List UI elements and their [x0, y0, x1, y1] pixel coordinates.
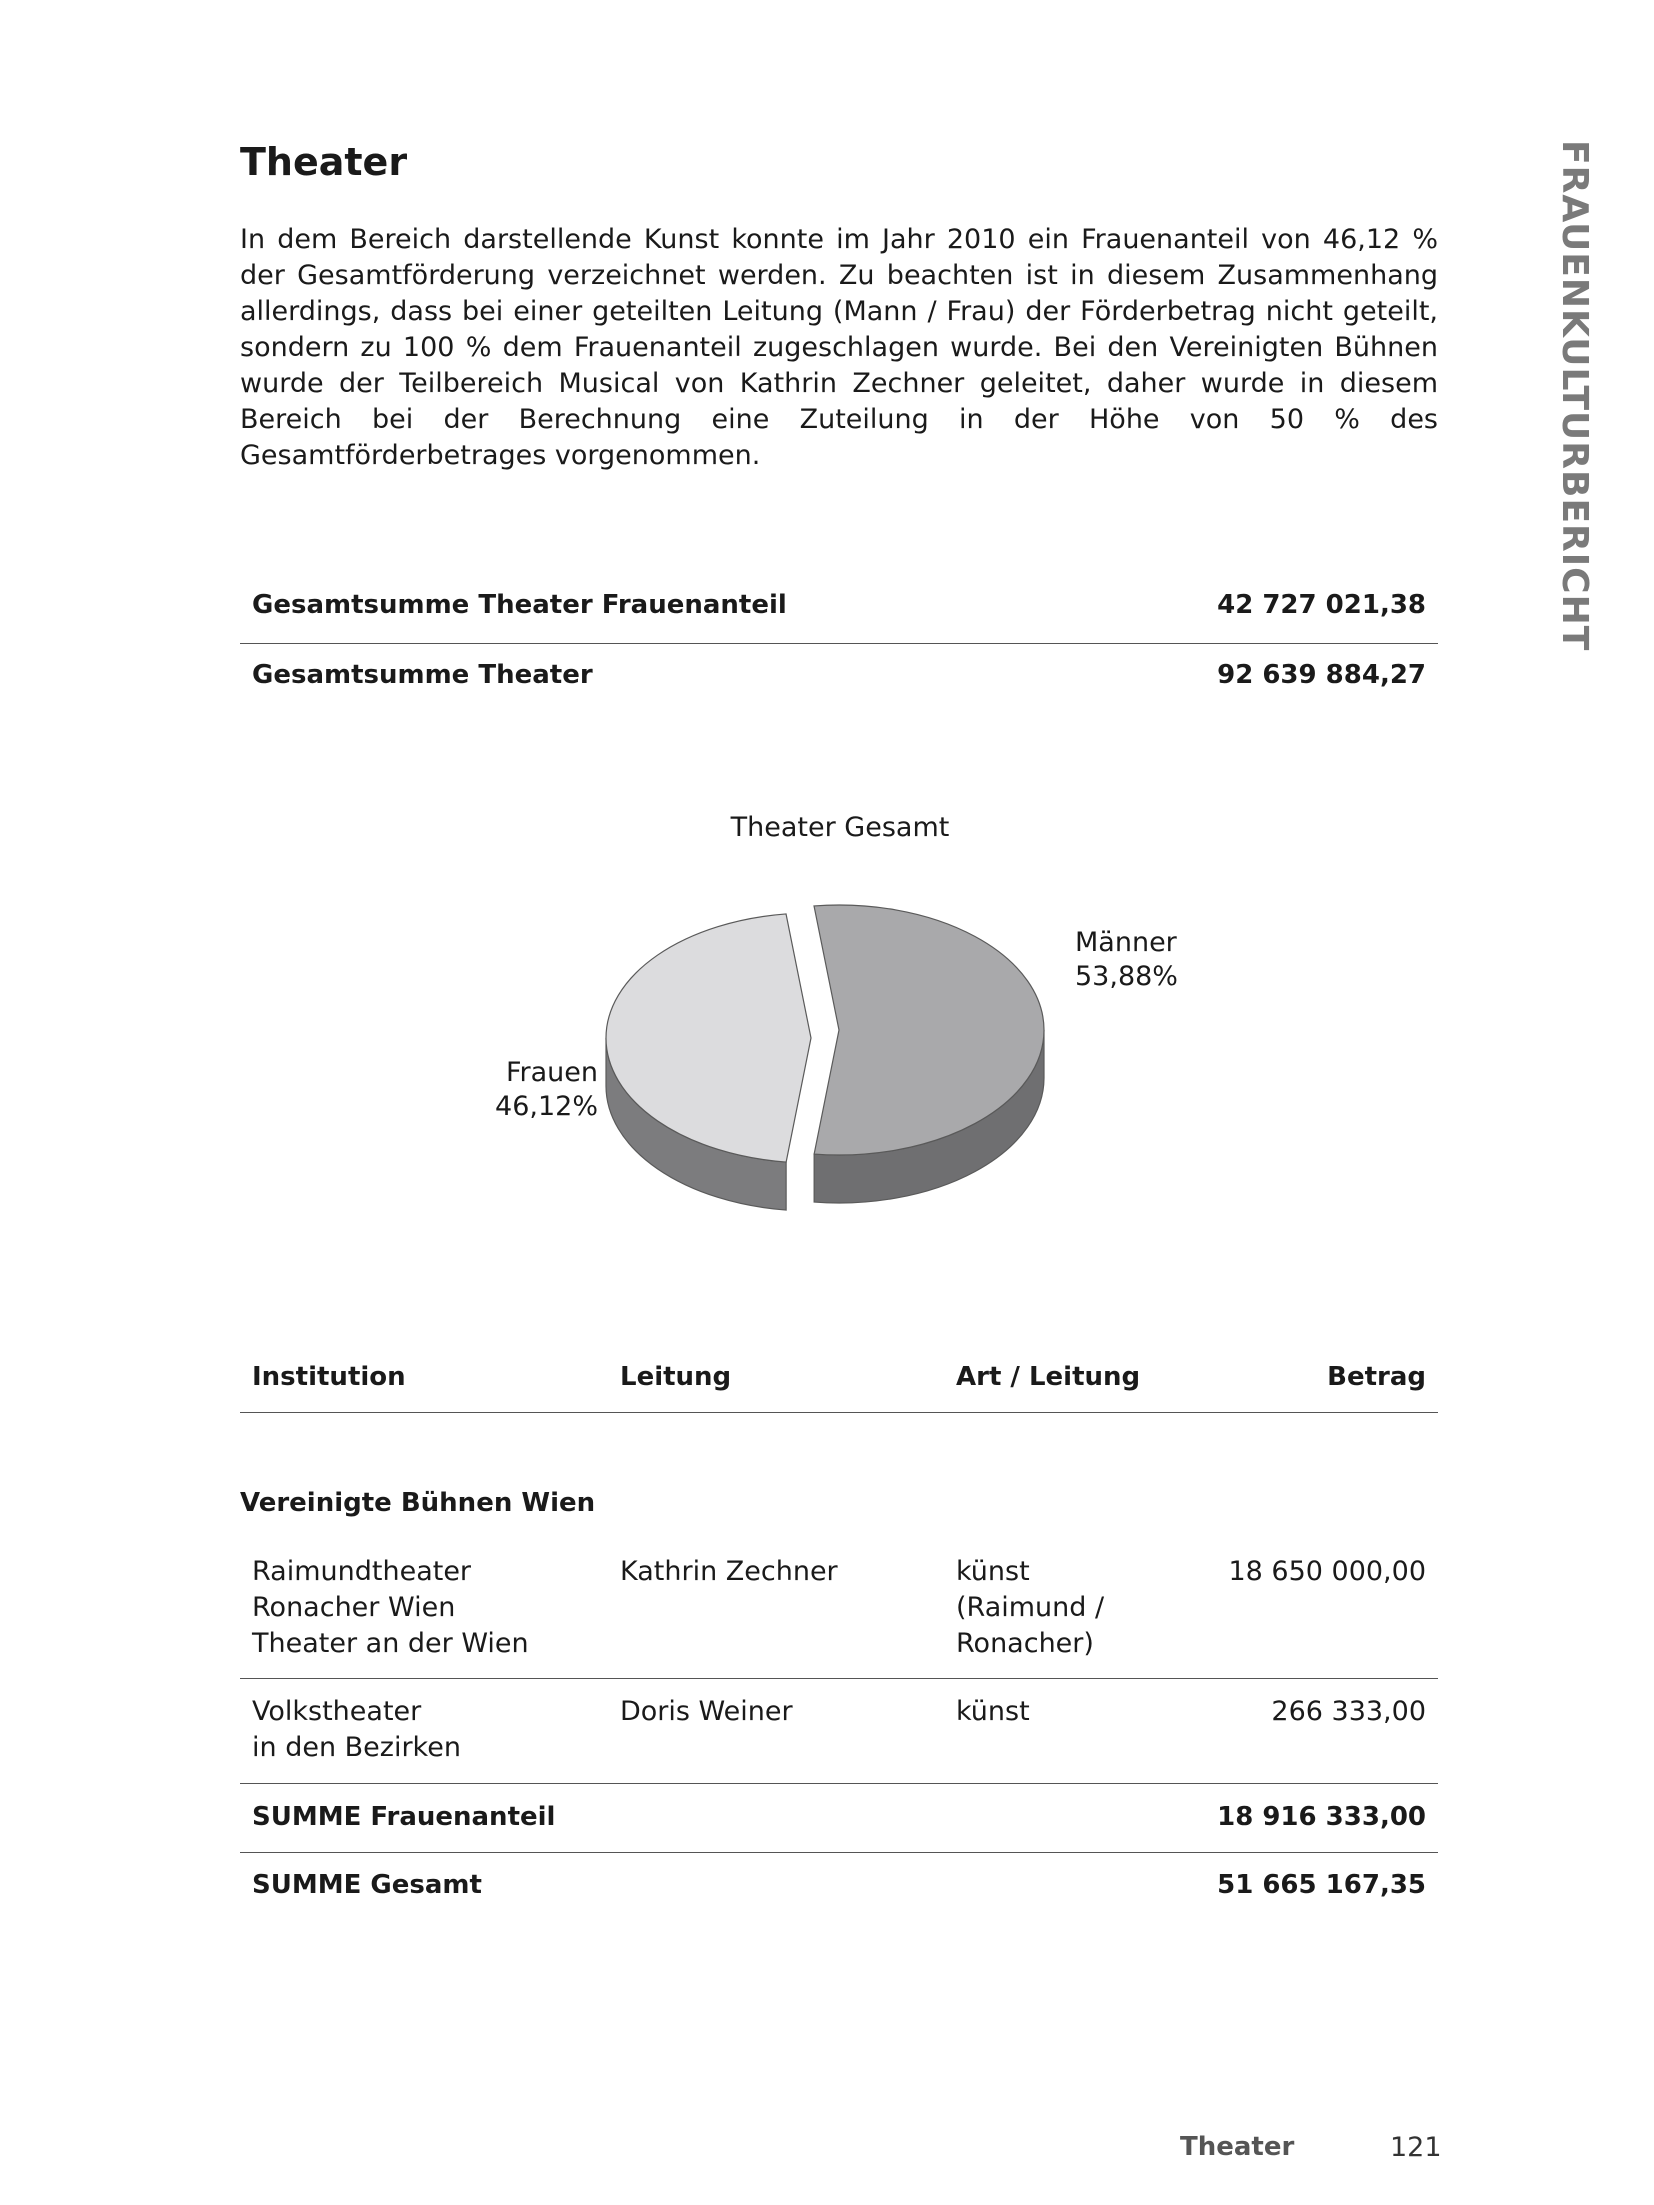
label-maenner-name: Männer	[1075, 927, 1177, 958]
legend-label-frauen	[480, 1056, 598, 1124]
pie-slice-maenner	[814, 905, 1044, 1203]
row2-divider	[240, 1783, 1438, 1784]
label-frauen-name: Frauen	[505, 1057, 598, 1088]
total-frauen-label: SUMME Frauenanteil	[252, 1802, 556, 1832]
legend-label-maenner	[1075, 926, 1178, 994]
summary-divider	[240, 643, 1438, 644]
summary-label-frauen: Gesamtsumme Theater Frauenanteil	[252, 590, 787, 620]
label-frauen-value: 46,12%	[495, 1091, 598, 1122]
row1-divider	[240, 1678, 1438, 1679]
chart-title: Theater Gesamt	[730, 812, 950, 843]
total-gesamt-label: SUMME Gesamt	[252, 1870, 482, 1900]
header-betrag: Betrag	[1327, 1362, 1426, 1392]
footer-section-name: Theater	[1180, 2132, 1295, 2162]
total-gesamt-value: 51 665 167,35	[1217, 1870, 1426, 1900]
row1-art-line2: (Raimund /	[956, 1592, 1105, 1623]
pie-chart	[600, 900, 1060, 1240]
row1-institution-line3: Theater an der Wien	[252, 1628, 529, 1659]
row2-betrag: 266 333,00	[1271, 1696, 1426, 1727]
header-leitung: Leitung	[620, 1362, 732, 1392]
row1-art-line3: Ronacher)	[956, 1628, 1094, 1659]
row2-art-line1: künst	[956, 1696, 1030, 1727]
row2-art	[956, 1694, 1030, 1730]
footer-page-number: 121	[1390, 2132, 1442, 2163]
page-title: Theater	[240, 140, 408, 184]
label-maenner-value: 53,88%	[1075, 961, 1178, 992]
header-art-leitung: Art / Leitung	[956, 1362, 1141, 1392]
row2-institution	[252, 1694, 461, 1766]
row1-leitung: Kathrin Zechner	[620, 1556, 838, 1587]
row1-art	[956, 1554, 1104, 1662]
row1-institution-line1: Raimundtheater	[252, 1556, 472, 1587]
total-frauen-value: 18 916 333,00	[1217, 1802, 1426, 1832]
row1-betrag: 18 650 000,00	[1228, 1556, 1426, 1587]
row2-leitung: Doris Weiner	[620, 1696, 793, 1727]
pie-slice-frauen	[606, 914, 811, 1210]
summary-value-gesamt: 92 639 884,27	[1217, 660, 1426, 690]
row2-institution-line1: Volkstheater	[252, 1696, 422, 1727]
intro-paragraph: In dem Bereich darstellende Kunst konnte im Jahr 2010 ein Frauenanteil von 46,12 % der Gesamtförderung verzeichnet werden. Zu beachten ist in diesem Zusammenhang allerdings, dass bei einer geteilten Leitung (Mann / Frau) der Förderbetrag nicht geteilt, sondern zu 100 % dem Frauenanteil zugeschlagen wurde. Bei den Vereinigten Bühnen wurde der Teilbereich Musical von Kathrin Zechner geleitet, daher wurde in diesem Bereich bei der Berechnung eine Zuteilung in der Höhe von 50 % des Gesamtförderbetrages vorgenommen.	[240, 224, 1438, 471]
row1-institution-line2: Ronacher Wien	[252, 1592, 456, 1623]
row2-institution-line2: in den Bezirken	[252, 1732, 461, 1763]
header-divider	[240, 1412, 1438, 1413]
header-institution: Institution	[252, 1362, 406, 1392]
row1-institution	[252, 1554, 529, 1662]
row1-art-line1: künst	[956, 1556, 1030, 1587]
side-running-title: FRAUENKULTURBERICHT	[1554, 140, 1595, 652]
totals-divider	[240, 1852, 1438, 1853]
group-heading: Vereinigte Bühnen Wien	[240, 1488, 596, 1518]
summary-value-frauen: 42 727 021,38	[1217, 590, 1426, 620]
summary-label-gesamt: Gesamtsumme Theater	[252, 660, 593, 690]
